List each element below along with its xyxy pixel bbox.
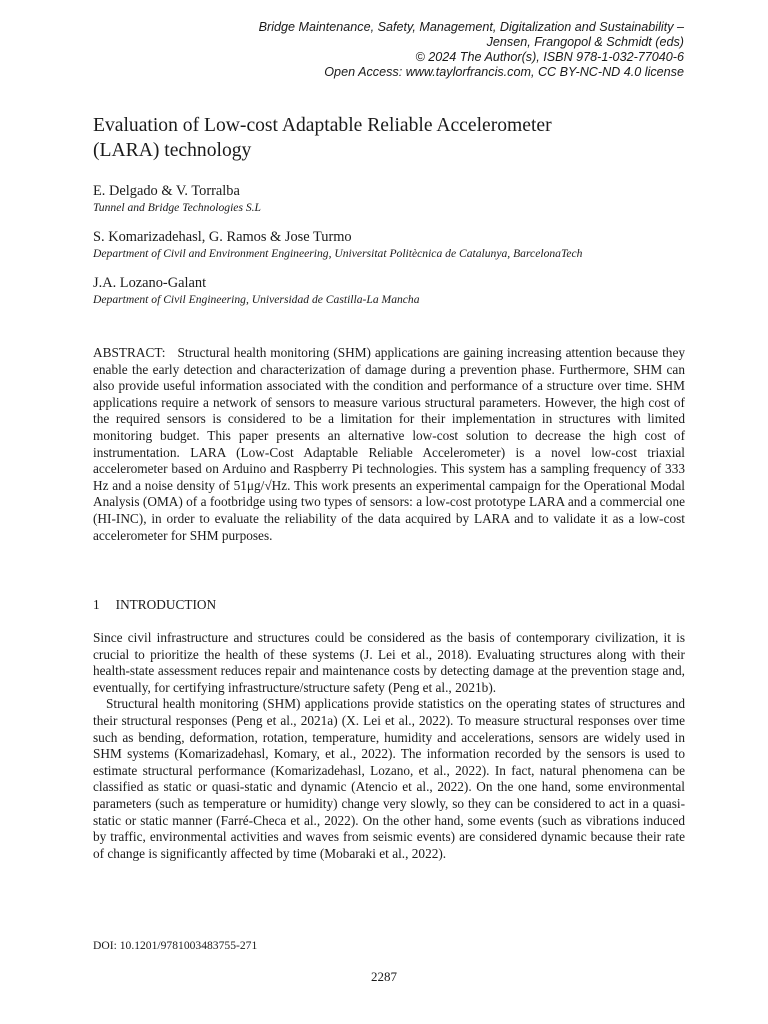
author-group-1	[93, 182, 693, 215]
header-line-editors: Jensen, Frangopol & Schmidt (eds)	[486, 35, 684, 49]
header-line-copyright: © 2024 The Author(s), ISBN 978-1-032-77040-6	[415, 50, 684, 64]
paper-title-line1: Evaluation of Low-cost Adaptable Reliable Accelerometer	[93, 115, 552, 136]
author-names: E. Delgado & V. Torralba	[93, 183, 240, 199]
body-paragraph-2: Structural health monitoring (SHM) applications provide statistics on the operating states of structures and their structural responses (Peng et al., 2021a) (X. Lei et al., 2022). To measure structural responses over time such as bending, deformation, rotation, temperature, humidity and accelerations, sensors are widely used in SHM systems (Komarizadehasl, Komary, et al., 2022). The information recorded by the sensors is used to estimate structural performance (Komarizadehasl, Lozano, et al., 2022). In fact, natural phenomena can be classified as static or quasi-static and dynamic (Atencio et al., 2022). On the one hand, some environmental parameters (such as temperature or humidity) change very slowly, so they can be considered to act in a quasi-static or static manner (Farré-Checa et al., 2022). On the other hand, some events (such as vibrations induced by traffic, environmental activities and waves from seismic events) are considered dynamic because their rate of change is significantly affected by time (Mobaraki et al., 2022).	[93, 696, 685, 861]
section-title: INTRODUCTION	[115, 597, 217, 612]
abstract-text: Structural health monitoring (SHM) applications are gaining increasing attention because they enable the early detection and characterization of damage during a prevention phase. Furthermore, SHM can also provide useful information associated with the condition and performance of a structure over time. SHM applications require a network of sensors to measure various structural parameters. However, the high cost of the required sensors is considered to be a limitation for their implementation in structures with limited monitoring budget. This paper presents an alternative low-cost solution to decrease the high cost of instrumentation. LARA (Low-Cost Adaptable Reliable Accelerometer) is a novel low-cost triaxial accelerometer based on Arduino and Raspberry Pi technologies. This system has a sampling frequency of 333 Hz and a noise density of 51μg/√Hz. This work presents an experimental campaign for the Operational Modal Analysis (OMA) of a footbridge using two types of sensors: a low-cost prototype LARA and a commercial one (HI-INC), in order to evaluate the reliability of the data acquired by LARA and to validate it as a low-cost accelerometer for SHM purposes.	[93, 345, 685, 543]
section-number: 1	[93, 597, 100, 612]
doi-footnote: DOI: 10.1201/9781003483755-271	[93, 939, 258, 952]
paper-title	[93, 113, 693, 163]
author-affiliation: Department of Civil and Environment Engineering, Universitat Politècnica de Catalunya, BarcelonaTech	[93, 247, 583, 260]
page-number: 2287	[371, 969, 397, 984]
header-line-series: Bridge Maintenance, Safety, Management, Digitalization and Sustainability –	[258, 20, 684, 34]
section-heading	[93, 596, 216, 613]
book-header	[124, 20, 684, 80]
author-names: J.A. Lozano-Galant	[93, 275, 207, 291]
header-line-license: Open Access: www.taylorfrancis.com, CC BY-NC-ND 4.0 license	[324, 65, 684, 79]
body-paragraph-1: Since civil infrastructure and structures could be considered as the basis of contemporary civilization, it is crucial to prioritize the health of these systems (J. Lei et al., 2018). Evaluating structures along with their health-state assessment reduces repair and maintenance costs by detecting damage at the prevention stage and, eventually, for certifying infrastructure/structure safety (Peng et al., 2021b).	[93, 630, 685, 695]
author-names: S. Komarizadehasl, G. Ramos & Jose Turmo	[93, 229, 352, 245]
abstract-label: ABSTRACT:	[93, 345, 166, 360]
author-affiliation: Department of Civil Engineering, Universidad de Castilla-La Mancha	[93, 293, 420, 306]
abstract	[93, 345, 685, 544]
author-group-2	[93, 228, 693, 261]
author-group-3	[93, 274, 693, 307]
author-affiliation: Tunnel and Bridge Technologies S.L	[93, 201, 262, 214]
body-text	[93, 630, 685, 862]
paper-title-line2: (LARA) technology	[93, 140, 252, 161]
